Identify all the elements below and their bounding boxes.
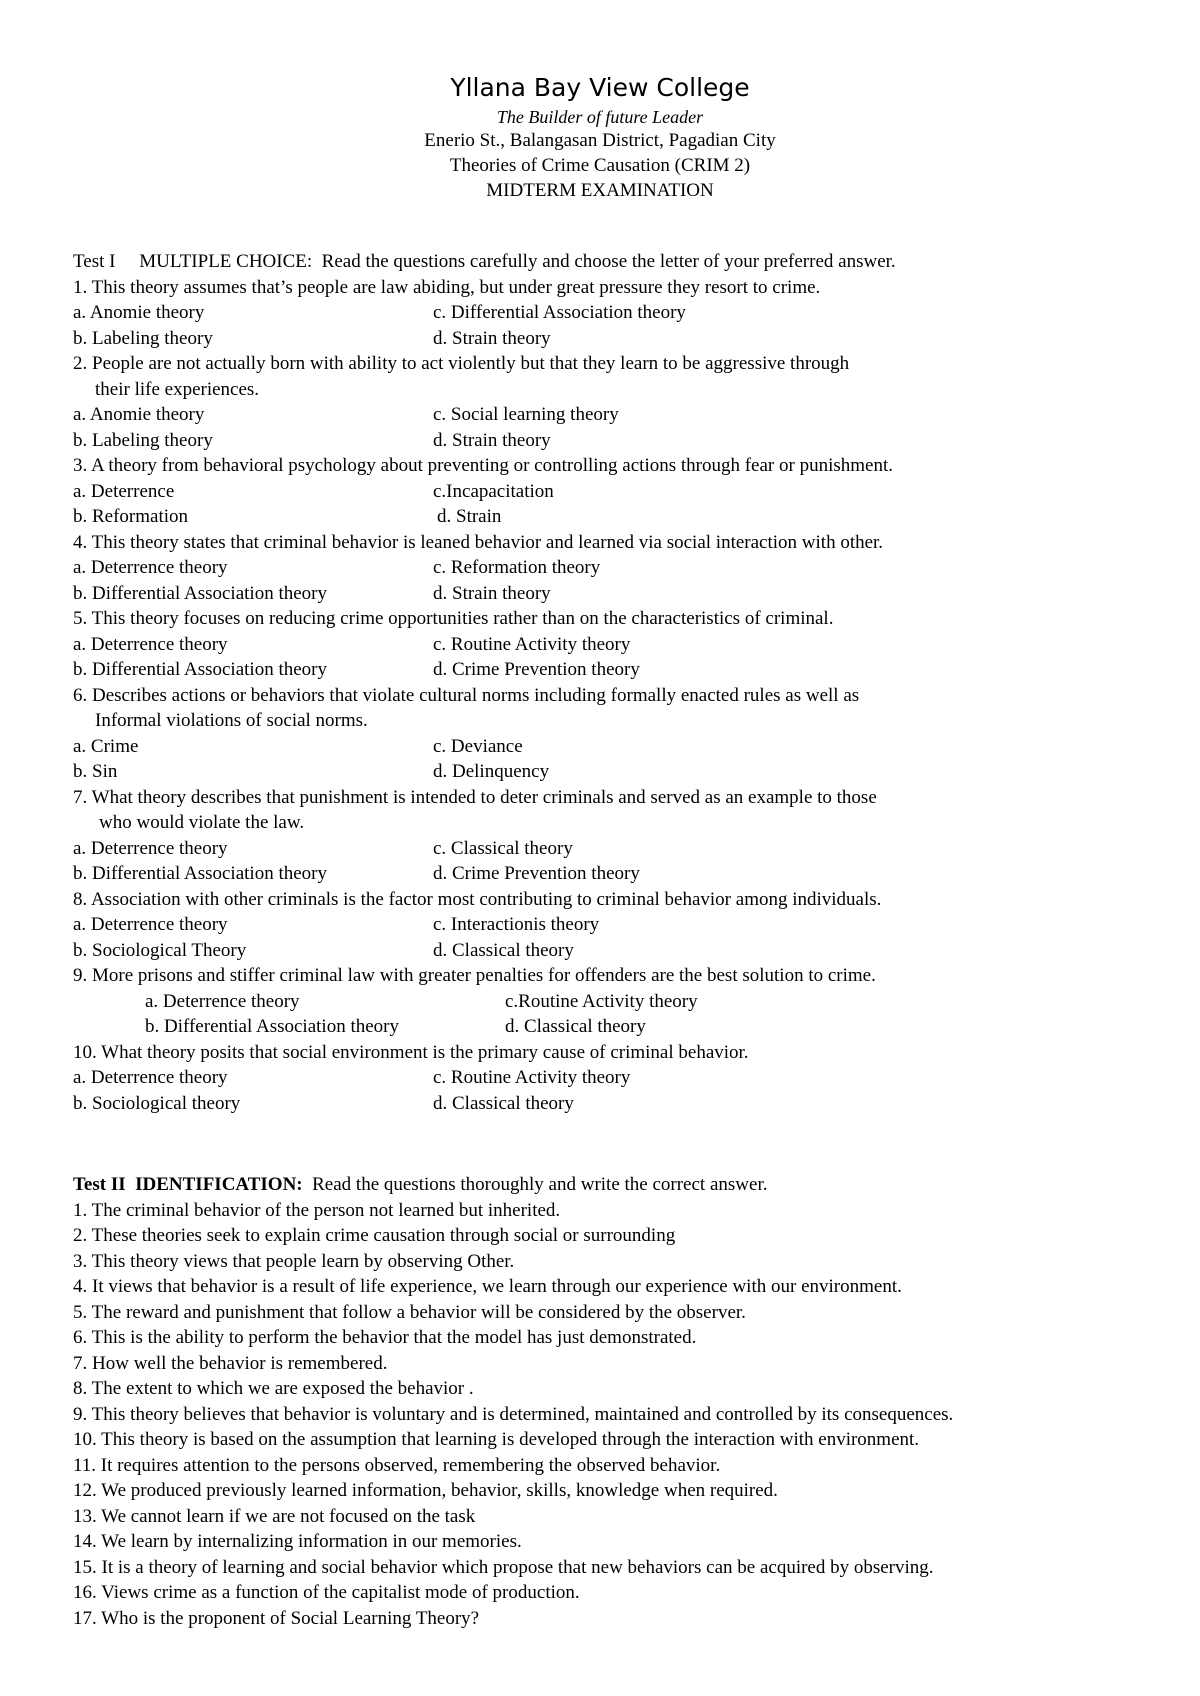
- choice-row: [73, 989, 1163, 1015]
- college-motto: The Builder of future Leader: [496, 107, 704, 127]
- question-text: 10. What theory posits that social environment is the primary cause of criminal behavior.: [73, 1041, 749, 1063]
- identification-item: 1. The criminal behavior of the person not learned but inherited.: [73, 1199, 561, 1221]
- choice-row: [73, 912, 1163, 938]
- identification-item: 10. This theory is based on the assumption that learning is developed through the interaction with environment.: [73, 1429, 920, 1450]
- choice-row: [73, 581, 1163, 607]
- question-text: 1. This theory assumes that’s people are law abiding, but under great pressure they resort to crime.: [73, 276, 821, 298]
- choice-a: a. Deterrence theory: [73, 1067, 228, 1088]
- choice-d: d. Strain theory: [433, 327, 551, 349]
- question-text: 5. This theory focuses on reducing crime opportunities rather than on the characteristics of criminal.: [73, 608, 834, 629]
- identification-item: 6. This is the ability to perform the behavior that the model has just demonstrated.: [73, 1327, 697, 1348]
- choice-b: b. Sin: [73, 761, 118, 782]
- identification-item: 17. Who is the proponent of Social Learning Theory?: [73, 1607, 480, 1629]
- choice-a: a. Crime: [73, 735, 139, 757]
- choice-a: a. Deterrence theory: [73, 837, 228, 859]
- question-4: [73, 530, 1163, 607]
- question-8: [73, 887, 1163, 964]
- question-text: 7. What theory describes that punishment is intended to deter criminals and served as an example to those: [73, 786, 877, 808]
- choice-c: c. Deviance: [433, 735, 523, 757]
- choice-d: d. Classical theory: [433, 939, 574, 961]
- identification-item: 8. The extent to which we are exposed the behavior .: [73, 1378, 474, 1399]
- question-10: [73, 1040, 1163, 1117]
- test-2-label: Test II IDENTIFICATION:: [73, 1174, 303, 1195]
- choice-d: d. Strain theory: [433, 582, 551, 604]
- choice-a: a. Deterrence theory: [145, 990, 300, 1012]
- identification-item: 5. The reward and punishment that follow a behavior will be considered by the observer.: [73, 1301, 746, 1323]
- choice-c: c.Incapacitation: [433, 480, 554, 502]
- identification-item: 7. How well the behavior is remembered.: [73, 1352, 388, 1374]
- question-text: 4. This theory states that criminal behavior is leaned behavior and learned via social interaction with other.: [73, 531, 884, 553]
- identification-item: 15. It is a theory of learning and social behavior which propose that new behaviors can be acquired by observing.: [73, 1556, 934, 1578]
- test-2-heading: [73, 1172, 1163, 1198]
- identification-item: 2. These theories seek to explain crime causation through social or surrounding: [73, 1225, 676, 1246]
- choice-row: [73, 504, 1163, 530]
- choice-b: b. Labeling theory: [73, 327, 213, 349]
- choice-b: b. Sociological Theory: [73, 939, 247, 961]
- choice-a: a. Deterrence theory: [73, 914, 228, 935]
- test-2-instruction: Read the questions thoroughly and write the correct answer.: [302, 1174, 768, 1195]
- choice-row: [73, 657, 1163, 683]
- test-1-multiple-choice: [73, 249, 1163, 1116]
- exam-title: MIDTERM EXAMINATION: [486, 180, 714, 201]
- choice-c: c. Routine Activity theory: [433, 633, 631, 655]
- choice-b: b. Differential Association theory: [73, 582, 327, 604]
- question-text: 2. People are not actually born with ability to act violently but that they learn to be aggressive through: [73, 353, 850, 374]
- question-text-continued: who would violate the law.: [99, 812, 305, 833]
- choice-b: b. Labeling theory: [73, 429, 213, 451]
- choice-a: a. Deterrence theory: [73, 633, 228, 655]
- choice-row: [73, 555, 1163, 581]
- question-text: 9. More prisons and stiffer criminal law with greater penalties for offenders are the best solution to crime.: [73, 965, 876, 986]
- choice-b: b. Reformation: [73, 506, 189, 527]
- choice-b: b. Differential Association theory: [73, 659, 327, 680]
- choice-d: d. Strain: [437, 506, 502, 527]
- choice-d: d. Delinquency: [433, 761, 550, 782]
- choice-row: [73, 861, 1163, 887]
- choice-b: b. Differential Association theory: [73, 863, 327, 884]
- question-2: [73, 351, 1163, 453]
- choice-row: [73, 1091, 1163, 1117]
- choice-c: c. Differential Association theory: [433, 302, 686, 323]
- question-6: [73, 683, 1163, 785]
- college-address: Enerio St., Balangasan District, Pagadian City: [424, 130, 776, 151]
- choice-d: d. Classical theory: [433, 1092, 574, 1114]
- question-7: [73, 785, 1163, 887]
- document-header: [0, 70, 1200, 203]
- question-text-continued: their life experiences.: [95, 378, 260, 400]
- choice-d: d. Crime Prevention theory: [433, 863, 640, 884]
- question-9: [73, 963, 1163, 1040]
- choice-c: c. Reformation theory: [433, 557, 601, 578]
- choice-a: a. Anomie theory: [73, 302, 205, 323]
- identification-item: 16. Views crime as a function of the capitalist mode of production.: [73, 1582, 580, 1603]
- identification-item: 3. This theory views that people learn by observing Other.: [73, 1250, 515, 1272]
- question-text: 6. Describes actions or behaviors that violate cultural norms including formally enacted rules as well as: [73, 684, 860, 706]
- question-5: [73, 606, 1163, 683]
- question-1: [73, 275, 1163, 352]
- choice-row: [73, 326, 1163, 352]
- choice-c: c.Routine Activity theory: [505, 990, 698, 1012]
- choice-row: [73, 402, 1163, 428]
- choice-row: [73, 734, 1163, 760]
- choice-row: [73, 428, 1163, 454]
- identification-item: 9. This theory believes that behavior is voluntary and is determined, maintained and controlled by its consequences.: [73, 1403, 954, 1425]
- choice-a: a. Deterrence theory: [73, 557, 228, 578]
- choice-row: [73, 1065, 1163, 1091]
- choice-row: [73, 479, 1163, 505]
- question-text: 3. A theory from behavioral psychology about preventing or controlling actions through fear or punishment.: [73, 455, 893, 476]
- test-2-identification: [73, 1172, 1163, 1631]
- question-text-continued: Informal violations of social norms.: [95, 710, 368, 731]
- choice-row: [73, 759, 1163, 785]
- choice-a: a. Anomie theory: [73, 404, 205, 425]
- college-name: Yllana Bay View College: [450, 73, 750, 102]
- choice-c: c. Classical theory: [433, 837, 573, 859]
- choice-d: d. Classical theory: [505, 1016, 646, 1037]
- choice-row: [73, 300, 1163, 326]
- identification-item: 14. We learn by internalizing information in our memories.: [73, 1531, 522, 1552]
- choice-row: [73, 632, 1163, 658]
- test-1-heading: Test I MULTIPLE CHOICE: Read the questions carefully and choose the letter of your preferred answer.: [73, 251, 896, 272]
- choice-b: b. Sociological theory: [73, 1092, 241, 1114]
- identification-item: 11. It requires attention to the persons observed, remembering the observed behavior.: [73, 1454, 721, 1476]
- choice-d: d. Strain theory: [433, 429, 551, 451]
- choice-c: c. Routine Activity theory: [433, 1067, 631, 1088]
- choice-c: c. Interactionis theory: [433, 914, 600, 935]
- choice-row: [73, 1014, 1163, 1040]
- choice-a: a. Deterrence: [73, 480, 175, 502]
- identification-item: 12. We produced previously learned information, behavior, skills, knowledge when required.: [73, 1480, 778, 1501]
- identification-item: 13. We cannot learn if we are not focused on the task: [73, 1505, 476, 1527]
- choice-row: [73, 938, 1163, 964]
- choice-d: d. Crime Prevention theory: [433, 659, 640, 680]
- question-3: [73, 453, 1163, 530]
- identification-item: 4. It views that behavior is a result of life experience, we learn through our experience with our environment.: [73, 1276, 902, 1297]
- choice-b: b. Differential Association theory: [145, 1016, 399, 1037]
- choice-c: c. Social learning theory: [433, 404, 619, 425]
- choice-row: [73, 836, 1163, 862]
- question-text: 8. Association with other criminals is the factor most contributing to criminal behavior among individuals.: [73, 888, 882, 910]
- course-title: Theories of Crime Causation (CRIM 2): [449, 155, 751, 176]
